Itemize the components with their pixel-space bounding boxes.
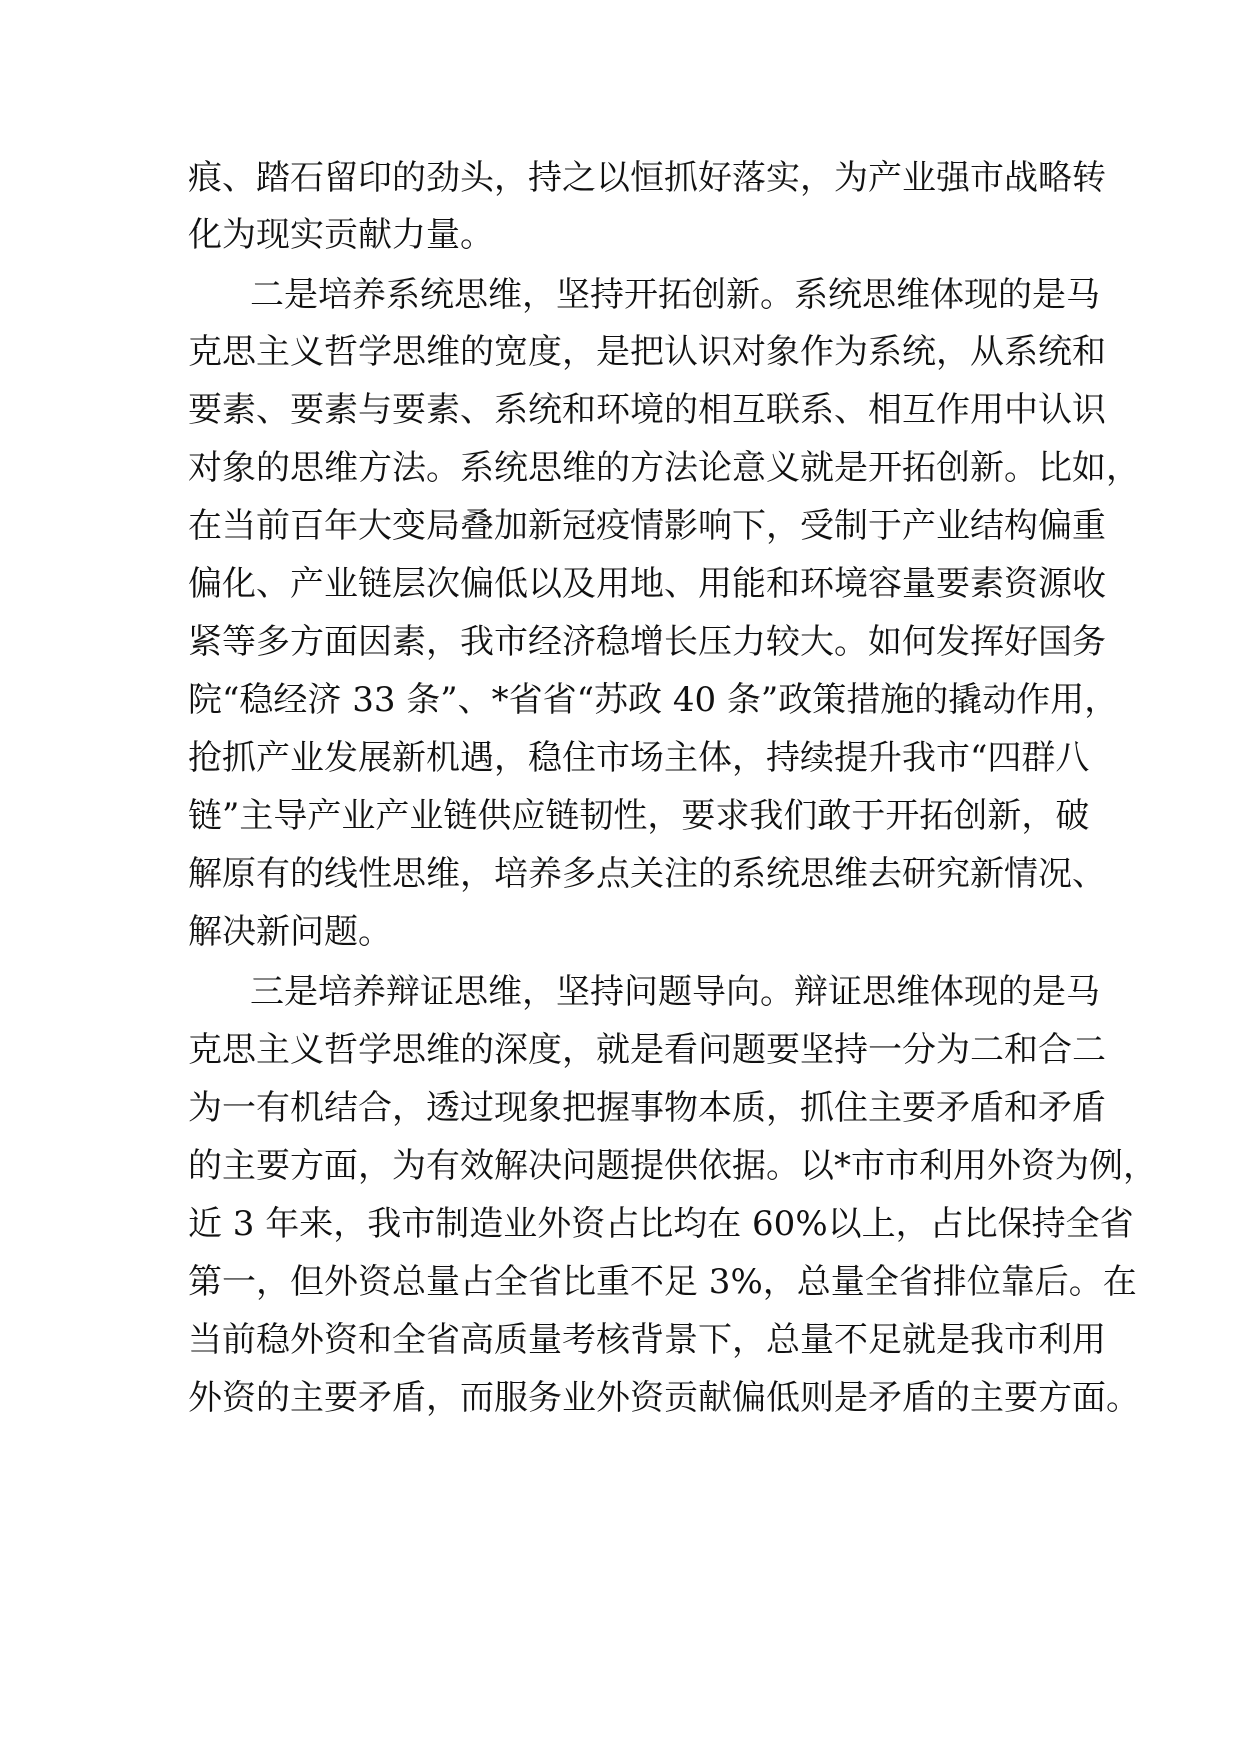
text-line: 外资的主要矛盾，而服务业外资贡献偏低则是矛盾的主要方面。 (188, 1378, 1140, 1418)
text-line: 解原有的线性思维，培养多点关注的系统思维去研究新情况、 (188, 854, 1106, 894)
text-line: 近 3 年来，我市制造业外资占比均在 60%以上，占比保持全省 (188, 1204, 1134, 1244)
text-line: 紧等多方面因素，我市经济稳增长压力较大。如何发挥好国务 (188, 622, 1106, 662)
text-line: 链”主导产业产业链供应链韧性，要求我们敢于开拓创新，破 (188, 796, 1090, 836)
text-line: 解决新问题。 (188, 912, 392, 952)
text-line: 偏化、产业链层次偏低以及用地、用能和环境容量要素资源收 (188, 564, 1106, 604)
text-line: 在当前百年大变局叠加新冠疫情影响下，受制于产业结构偏重 (188, 506, 1106, 546)
text-line: 化为现实贡献力量。 (188, 215, 494, 255)
text-line: 的主要方面，为有效解决问题提供依据。以*市市利用外资为例， (188, 1146, 1157, 1186)
text-line: 当前稳外资和全省高质量考核背景下，总量不足就是我市利用 (188, 1320, 1106, 1360)
text-line: 要素、要素与要素、系统和环境的相互联系、相互作用中认识 (188, 390, 1106, 430)
text-line: 痕、踏石留印的劲头，持之以恒抓好落实，为产业强市战略转 (188, 158, 1106, 198)
paragraph-start-line: 三是培养辩证思维，坚持问题导向。辩证思维体现的是马 (250, 972, 1100, 1012)
text-line: 第一，但外资总量占全省比重不足 3%，总量全省排位靠后。在 (188, 1262, 1137, 1302)
text-line: 抢抓产业发展新机遇，稳住市场主体，持续提升我市“四群八 (188, 738, 1090, 778)
text-line: 院“稳经济 33 条”、*省省“苏政 40 条”政策措施的撬动作用， (188, 680, 1119, 720)
text-line: 克思主义哲学思维的宽度，是把认识对象作为系统，从系统和 (188, 332, 1106, 372)
text-line: 对象的思维方法。系统思维的方法论意义就是开拓创新。比如， (188, 448, 1140, 488)
text-line: 克思主义哲学思维的深度，就是看问题要坚持一分为二和合二 (188, 1030, 1106, 1070)
text-line: 为一有机结合，透过现象把握事物本质，抓住主要矛盾和矛盾 (188, 1088, 1106, 1128)
paragraph-start-line: 二是培养系统思维，坚持开拓创新。系统思维体现的是马 (250, 275, 1100, 315)
